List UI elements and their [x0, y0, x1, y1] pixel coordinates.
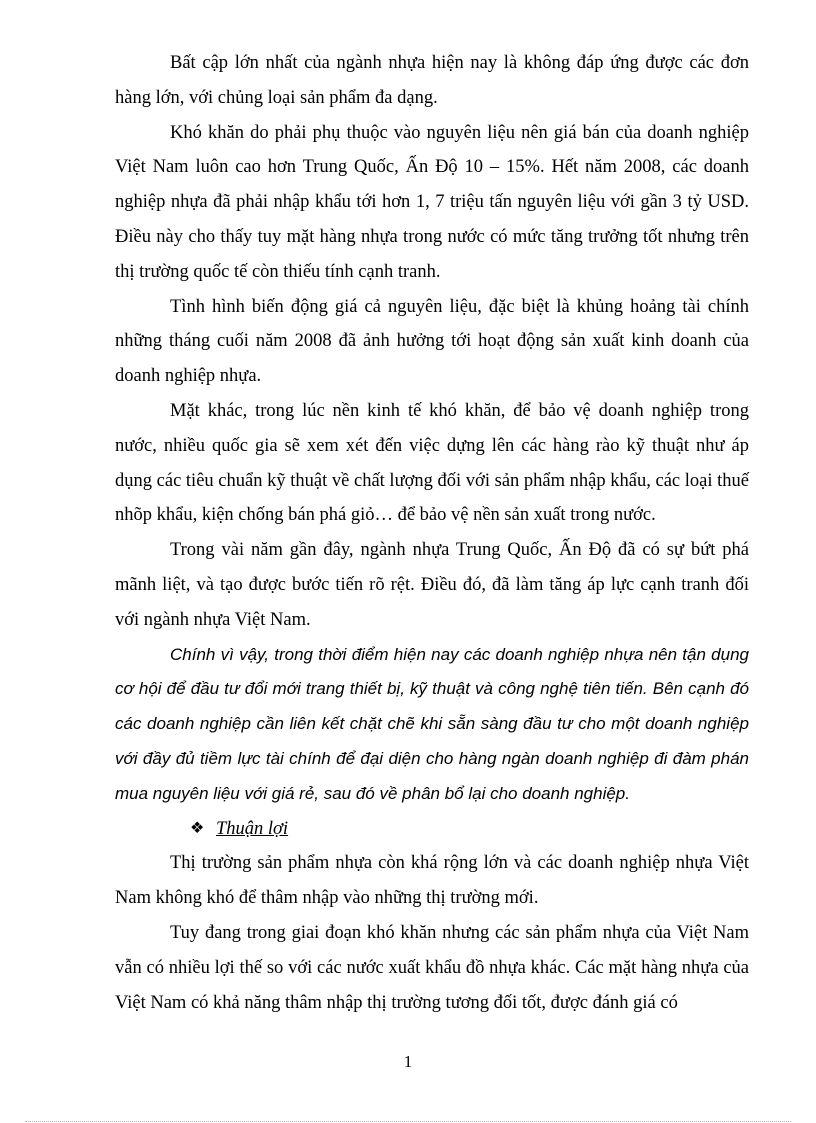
section-heading — [115, 812, 749, 847]
section-heading-text: Thuận lợi — [216, 818, 289, 839]
footer-divider — [25, 1121, 791, 1122]
italic-paragraph: Chính vì vậy, trong thời điểm hiện nay các doanh nghiệp nhựa nên tận dụng cơ hội để đầu tư đổi mới trang thiết bị, kỹ thuật và công nghệ tiên tiến. Bên cạnh đó các doanh nghiệp cần liên kết chặt chẽ khi sẵn sàng đầu tư cho một doanh nghiệp với đầy đủ tiềm lực tài chính để đại diện cho hàng ngàn doanh nghiệp đi đàm phán mua nguyên liệu với giá rẻ, sau đó về phân bổ lại cho doanh nghiệp. — [115, 644, 749, 803]
paragraph-3: Tình hình biến động giá cả nguyên liệu, đặc biệt là khủng hoảng tài chính những tháng cuối năm 2008 đã ảnh hưởng tới hoạt động sản xuất kinh doanh của doanh nghiệp nhựa. — [115, 296, 749, 387]
paragraph-7: Tuy đang trong giai đoạn khó khăn nhưng các sản phẩm nhựa của Việt Nam vẫn có nhiều lợi thế so với các nước xuất khẩu đồ nhựa khác. Các mặt hàng nhựa của Việt Nam có khả năng thâm nhập thị trường tương đối tốt, được đánh giá có — [115, 922, 749, 1013]
diamond-bullet-icon: ❖ — [190, 819, 205, 837]
paragraph-4: Mặt khác, trong lúc nền kinh tế khó khăn, để bảo vệ doanh nghiệp trong nước, nhiều quốc gia sẽ xem xét đến việc dựng lên các hàng rào kỹ thuật như áp dụng các tiêu chuẩn kỹ thuật về chất lượng đối với sản phẩm nhập khẩu, các loại thuế nhõp khẩu, kiện chống bán phá giỏ… để bảo vệ nền sản xuất trong nước. — [115, 400, 749, 526]
paragraph-6: Thị trường sản phẩm nhựa còn khá rộng lớn và các doanh nghiệp nhựa Việt Nam không khó để thâm nhập vào những thị trường mới. — [115, 853, 749, 909]
document-body — [115, 46, 749, 1020]
paragraph-1: Bất cập lớn nhất của ngành nhựa hiện nay là không đáp ứng được các đơn hàng lớn, với chủng loại sản phẩm đa dạng. — [115, 53, 749, 108]
paragraph-5: Trong vài năm gần đây, ngành nhựa Trung Quốc, Ấn Độ đã có sự bứt phá mãnh liệt, và tạo được bước tiến rõ rệt. Điều đó, đã làm tăng áp lực cạnh tranh đối với ngành nhựa Việt Nam. — [115, 540, 749, 630]
page-number: 1 — [403, 1052, 413, 1071]
paragraph-2: Khó khăn do phải phụ thuộc vào nguyên liệu nên giá bán của doanh nghiệp Việt Nam luôn cao hơn Trung Quốc, Ấn Độ 10 – 15%. Hết năm 2008, các doanh nghiệp nhựa đã phải nhập khẩu tới hơn 1, 7 triệu tấn nguyên liệu với gần 3 tỷ USD. Điều này cho thấy tuy mặt hàng nhựa trong nước có mức tăng trưởng tốt nhưng trên thị trường quốc tế còn thiếu tính cạnh tranh. — [115, 122, 749, 282]
